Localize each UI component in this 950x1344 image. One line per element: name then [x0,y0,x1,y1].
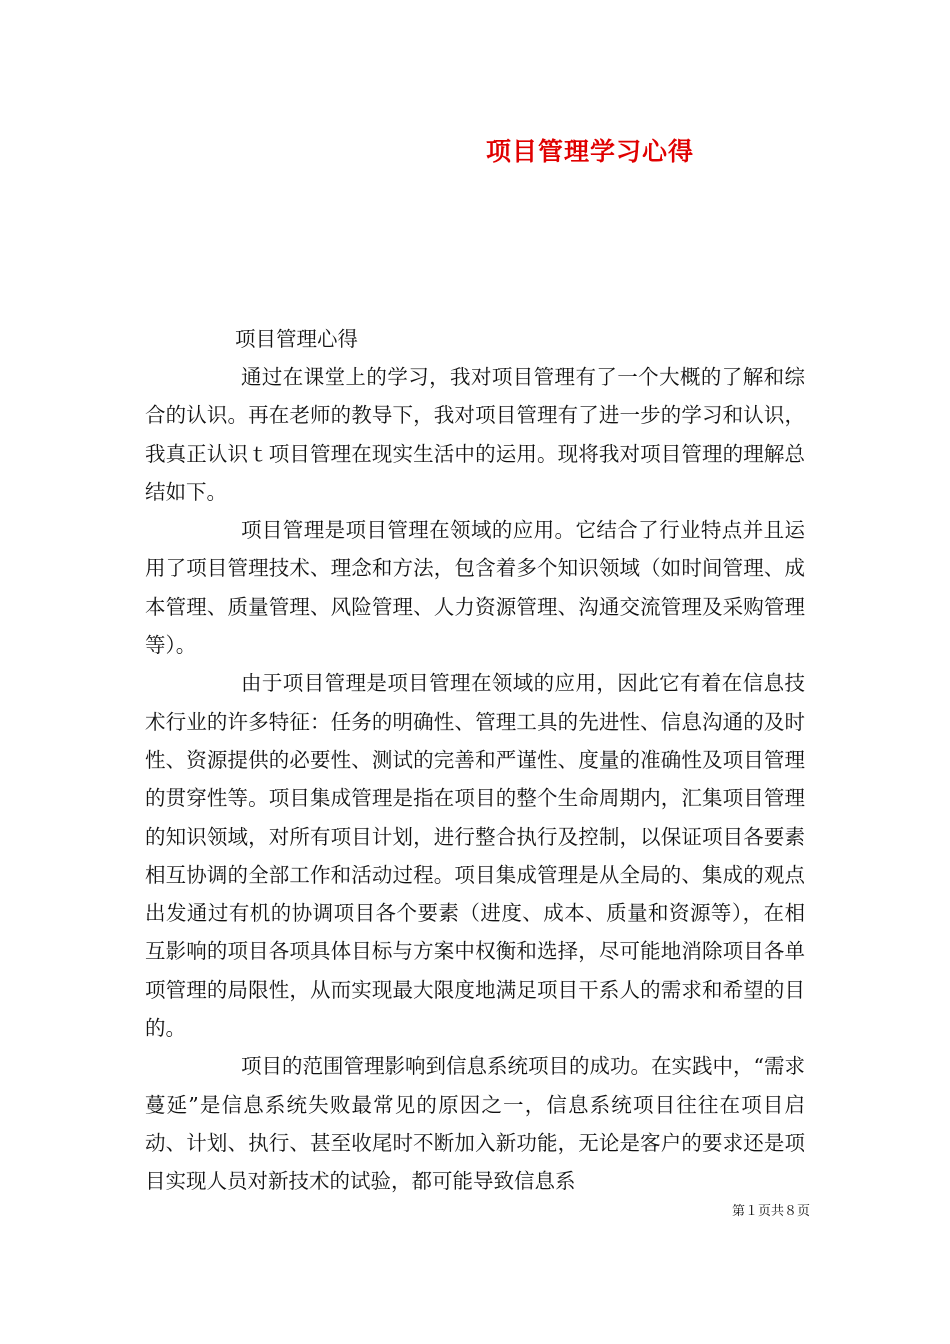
document-subtitle: 项目管理心得 [235,327,358,351]
paragraph-2: 项目管理是项目管理在领域的应用。它结合了行业特点并且运用了项目管理技术、理念和方法，包含着多个知识领域（如时间管理、成本管理、质量管理、风险管理、人力资源管理、沟通交流管理及采购管理等）。 [145,518,805,658]
paragraph-3: 由于项目管理是项目管理在领域的应用，因此它有着在信息技术行业的许多特征：任务的明确性、管理工具的先进性、信息沟通的及时性、资源提供的必要性、测试的完善和严谨性、度量的准确性及项目管理的贯穿性等。项目集成管理是指在项目的整个生命周期内，汇集项目管理的知识领域，对所有项目计划，进行整合执行及控制，以保证项目各要素相互协调的全部工作和活动过程。项目集成管理是从全局的、集成的观点出发通过有机的协调项目各个要素（进度、成本、质量和资源等），在相互影响的项目各项具体目标与方案中权衡和选择，尽可能地消除项目各单项管理的局限性，从而实现最大限度地满足项目干系人的需求和希望的目的。 [145,671,805,1041]
page-number-footer: 第１页共８页 [731,1204,810,1219]
paragraph-4: 项目的范围管理影响到信息系统项目的成功。在实践中，“需求蔓延”是信息系统失败最常见的原因之一，信息系统项目往往在项目启动、计划、执行、甚至收尾时不断加入新功能，无论是客户的要求还是项目实现人员对新技术的试验，都可能导致信息系 [145,1054,805,1194]
paragraph-1: 通过在课堂上的学习，我对项目管理有了一个大概的了解和综合的认识。再在老师的教导下，我对项目管理有了进一步的学习和认识，我真正认识ｔ项目管理在现实生活中的运用。现将我对项目管理的理解总结如下。 [145,365,805,504]
document-body [145,320,805,1201]
document-title: 项目管理学习心得 [485,137,694,166]
